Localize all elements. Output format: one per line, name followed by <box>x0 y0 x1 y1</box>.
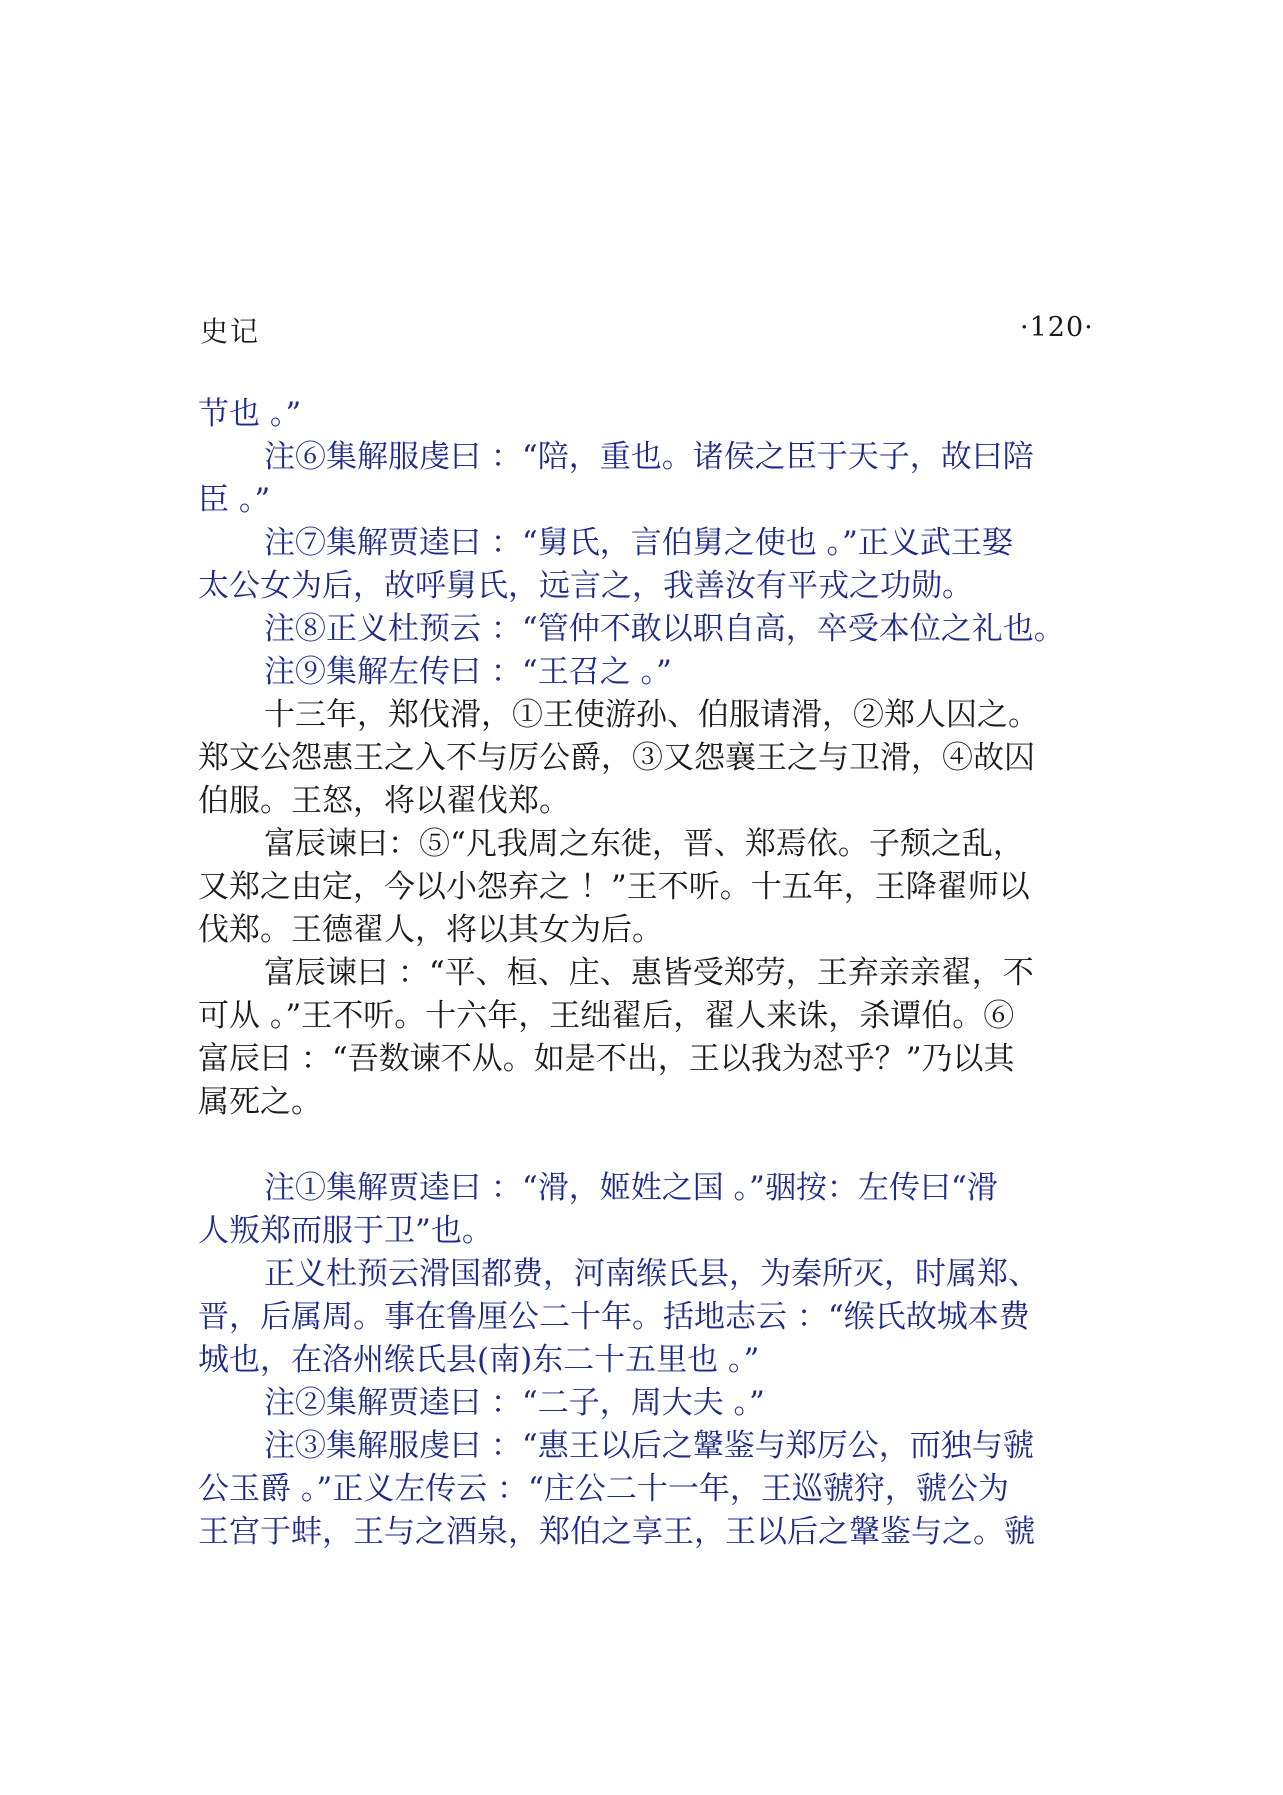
page-number: ·120· <box>1020 312 1094 343</box>
annotation-line: 晋，后属周。事在鲁厘公二十年。括地志云 ：“缑氏故城本费 <box>198 1299 1030 1335</box>
main-text-line: 伐郑。王德翟人，将以其女为后。 <box>198 912 663 948</box>
annotation-line: 人叛郑而服于卫”也。 <box>198 1213 493 1249</box>
annotation-line: 公玉爵 。”正义左传云 ：“庄公二十一年，王巡虢狩，虢公为 <box>198 1471 1009 1507</box>
main-text-line: 郑文公怨惠王之入不与厉公爵，③又怨襄王之与卫滑，④故囚 <box>198 740 1035 776</box>
paragraph-gap <box>198 1124 1098 1167</box>
main-text-line: 伯服。王怒，将以翟伐郑。 <box>198 783 570 819</box>
main-text-line: 富辰曰 ：“吾数谏不从。如是不出，王以我为怼乎？”乃以其 <box>198 1041 1015 1077</box>
annotation-line: 注③集解服虔曰 ：“惠王以后之鞶鉴与郑厉公，而独与虢 <box>264 1428 1034 1464</box>
annotation-line: 注⑨集解左传曰 ：“王召之 。” <box>264 654 672 690</box>
annotation-line: 注⑧正义杜预云 ：“管仲不敢以职自高，卒受本位之礼也。 <box>264 611 1065 647</box>
annotation-line: 臣 。” <box>198 482 271 518</box>
main-text-line: 可从 。”王不听。十六年，王绌翟后，翟人来诛，杀谭伯。⑥ <box>198 998 1015 1034</box>
annotation-line: 注②集解贾逵曰 ：“二子，周大夫 。” <box>264 1385 765 1421</box>
main-text-line: 富辰谏曰 ：“平、桓、庄、惠皆受郑劳，王弃亲亲翟，不 <box>264 955 1034 991</box>
annotation-line: 注⑦集解贾逵曰 ：“舅氏，言伯舅之使也 。”正义武王娶 <box>264 525 1013 561</box>
body-text <box>198 393 1098 1554</box>
annotation-line: 太公女为后，故呼舅氏，远言之，我善汝有平戎之功勋。 <box>198 568 973 604</box>
annotation-line: 城也，在洛州缑氏县(南)东二十五里也 。” <box>198 1342 760 1378</box>
main-text-line: 又郑之由定，今以小怨弃之 ！”王不听。十五年，王降翟师以 <box>198 869 1030 905</box>
annotation-line: 节也 。” <box>198 396 302 432</box>
main-text-line: 富辰谏曰：⑤“凡我周之东徙，晋、郑焉依。子颓之乱， <box>264 826 1024 862</box>
book-title: 史记 <box>200 315 261 348</box>
annotation-line: 注⑥集解服虔曰 ：“陪，重也。诸侯之臣于天子，故曰陪 <box>264 439 1034 475</box>
annotation-line: 正义杜预云滑国都费，河南缑氏县，为秦所灭，时属郑、 <box>264 1256 1039 1292</box>
main-text-line: 十三年，郑伐滑，①王使游孙、伯服请滑，②郑人囚之。 <box>264 697 1039 733</box>
annotation-line: 注①集解贾逵曰 ：“滑，姬姓之国 。”骃按：左传曰“滑 <box>264 1170 998 1206</box>
annotation-line: 王宫于蚌，王与之酒泉，郑伯之享王，王以后之鞶鉴与之。虢 <box>198 1514 1035 1550</box>
main-text-line: 属死之。 <box>198 1084 322 1120</box>
